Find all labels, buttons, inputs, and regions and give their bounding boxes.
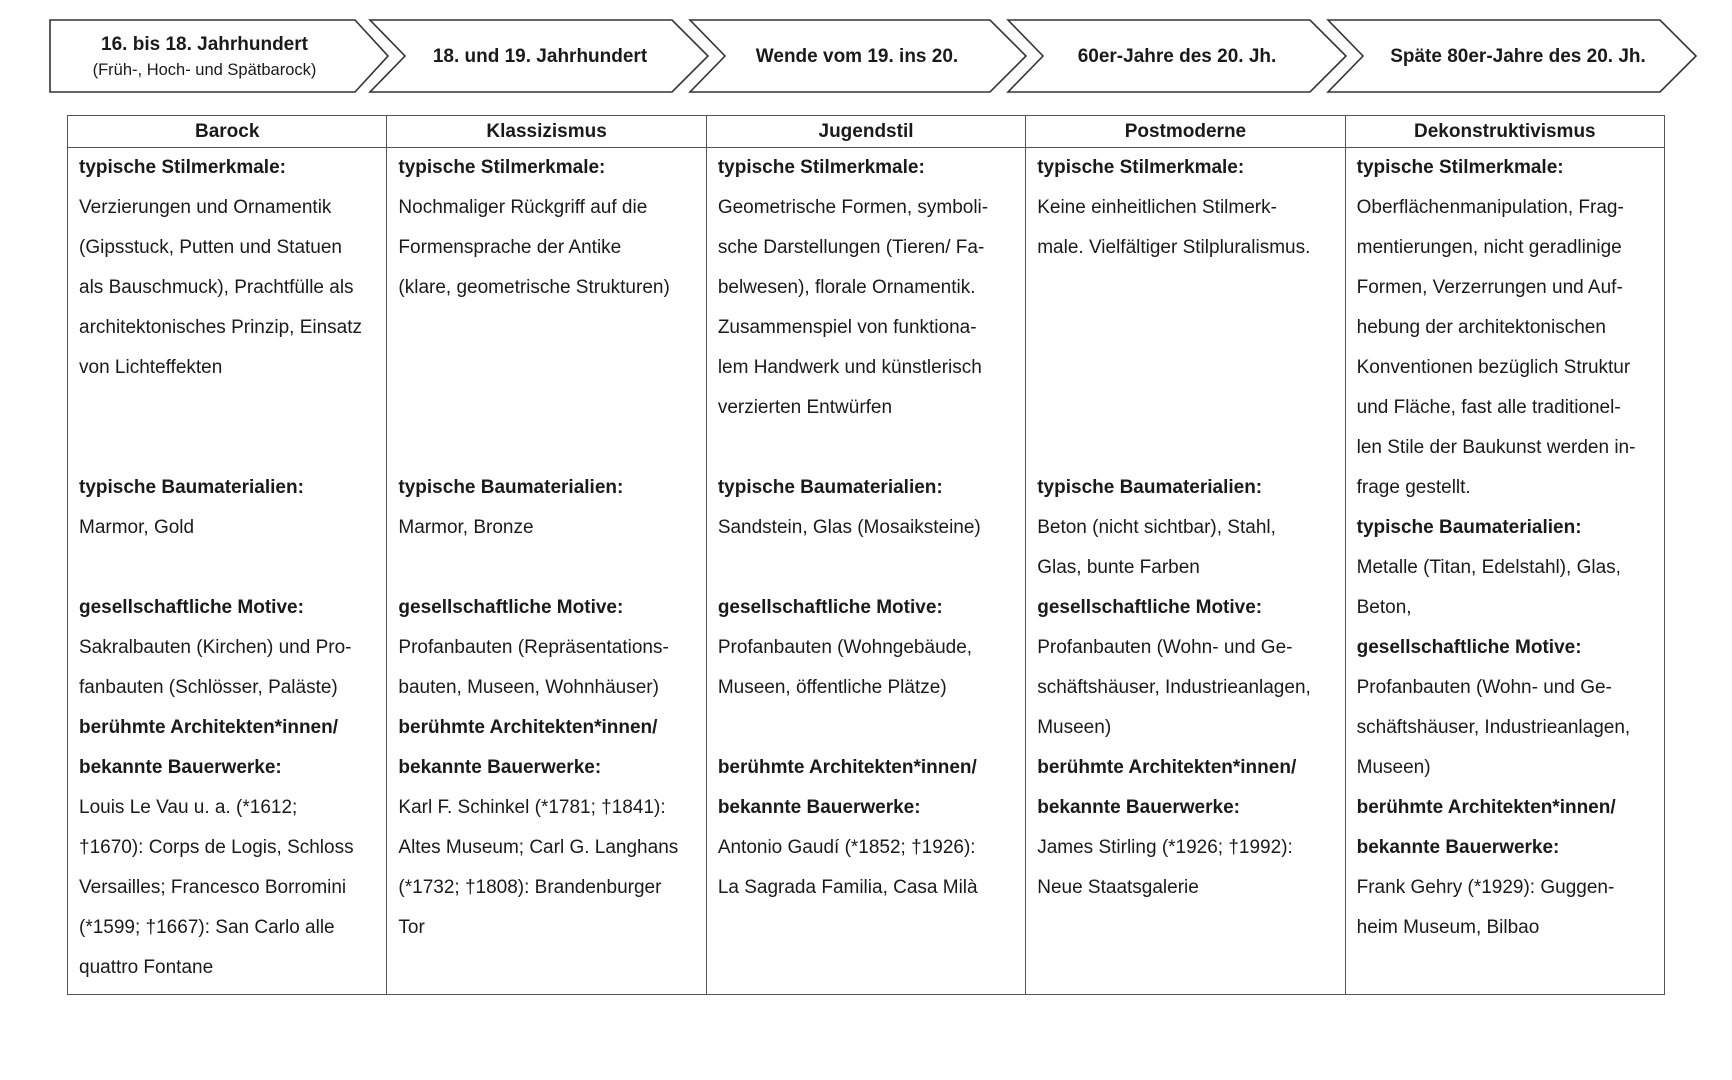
text-line: (klare, geometrische Strukturen) [398,277,670,298]
text-line: Marmor, Bronze [398,517,534,538]
section-label: gesellschaftliche Motive: [79,597,304,618]
section-baumaterialien [398,468,697,548]
text-line: Keine einheitlichen Stilmerk- [1037,197,1277,218]
text-line: Marmor, Gold [79,517,195,538]
section-all [1357,148,1656,948]
text-line: Beton, [1356,597,1412,618]
text-line: La Sagrada Familia, Casa Milà [717,877,978,898]
text-line: Sakralbauten (Kirchen) und Pro- [79,637,352,658]
text-line: len Stile der Baukunst werden in- [1356,437,1636,458]
text-line: bauten, Museen, Wohnhäuser) [398,677,659,698]
text-line: Formen, Verzerrungen und Auf- [1356,277,1623,298]
text-line: Verzierungen und Ornamentik [79,197,332,218]
text-line: (Gipsstuck, Putten und Statuen [79,237,342,258]
text-line: Profanbauten (Repräsentations- [398,637,669,658]
architecture-styles-table [67,115,1665,995]
section-baumaterialien [718,468,1017,548]
timeline-stage-1 [52,20,357,94]
column-jugendstil [706,116,1025,994]
text-line: Museen) [1037,717,1112,738]
text-line: hebung der architektonischen [1356,317,1606,338]
text-line: mentierungen, nicht geradlinige [1356,237,1622,258]
column-header: Barock [68,116,386,148]
text-line: Museen, öffentliche Plätze) [717,677,947,698]
section-stilmerkmale [398,148,697,308]
section-motive [718,588,1017,708]
text-line: verzierten Entwürfen [717,397,893,418]
stage-title: 16. bis 18. Jahrhundert [101,34,308,55]
text-line: sche Darstellungen (Tieren/ Fa- [717,237,985,258]
column-body [1026,148,1344,994]
section-label: gesellschaftliche Motive: [398,597,624,618]
column-postmoderne [1025,116,1344,994]
text-line: architektonisches Prinzip, Einsatz [79,317,363,338]
column-header: Dekonstruktivismus [1346,116,1664,148]
text-line: als Bauschmuck), Prachtfülle als [79,277,354,298]
text-line: Tor [398,917,425,938]
section-baumaterialien [1037,468,1336,908]
text-line: James Stirling (*1926; †1992): [1037,837,1293,858]
text-line: Karl F. Schinkel (*1781; †1841): [398,797,666,818]
text-line: und Fläche, fast alle traditionel- [1356,397,1621,418]
text-line: Altes Museum; Carl G. Langhans [398,837,679,858]
timeline-stage-5 [1358,20,1678,94]
text-line: fanbauten (Schlösser, Paläste) [79,677,338,698]
column-dekonstruktivismus [1345,116,1664,994]
column-klassizismus [386,116,705,994]
text-line: †1670): Corps de Logis, Schloss [79,837,354,858]
section-motive [79,588,378,988]
column-barock [68,116,386,994]
section-baumaterialien [79,468,378,548]
section-label: berühmte Architekten*innen/ bekannte Bauerwerke: [398,717,658,778]
text-line: heim Museum, Bilbao [1356,917,1540,938]
column-body [1346,148,1664,994]
column-body [707,148,1025,994]
section-stilmerkmale [718,148,1017,428]
text-line: Sandstein, Glas (Mosaiksteine) [717,517,981,538]
text-line: Louis Le Vau u. a. (*1612; [79,797,298,818]
text-line: lem Handwerk und künstlerisch [717,357,982,378]
stage-title: 60er-Jahre des 20. Jh. [1077,46,1277,67]
stage-title: 18. und 19. Jahrhundert [432,46,648,67]
text-line: Profanbauten (Wohngebäude, [717,637,973,658]
timeline [0,0,1732,110]
text-line: schäftshäuser, Industrieanlagen, [1356,717,1631,738]
text-line: Profanbauten (Wohn- und Ge- [1037,637,1293,658]
section-label: berühmte Architekten*innen/ bekannte Bauerwerke: [1356,797,1616,858]
timeline-stage-2 [395,20,685,94]
text-line: Beton (nicht sichtbar), Stahl, [1037,517,1276,538]
section-label: typische Stilmerkmale: [1356,157,1564,178]
text-line: (*1732; †1808): Brandenburger [398,877,662,898]
timeline-stage-3 [712,20,1002,94]
section-label: typische Baumaterialien: [1356,517,1582,538]
section-label: typische Baumaterialien: [1037,477,1263,498]
column-header: Postmoderne [1026,116,1344,148]
section-label: typische Baumaterialien: [79,477,304,498]
section-label: berühmte Architekten*innen/ bekannte Bauerwerke: [79,717,339,778]
section-label: berühmte Architekten*innen/ bekannte Bauerwerke: [1037,757,1297,818]
text-line: von Lichteffekten [79,357,223,378]
stage-subtitle: (Früh-, Hoch- und Spätbarock) [92,61,317,79]
text-line: Versailles; Francesco Borromini [79,877,347,898]
section-label: gesellschaftliche Motive: [1356,637,1582,658]
text-line: Metalle (Titan, Edelstahl), Glas, [1356,557,1621,578]
column-body [68,148,386,994]
section-label: typische Stilmerkmale: [79,157,286,178]
text-line: Formensprache der Antike [398,237,622,258]
section-label: typische Stilmerkmale: [1037,157,1245,178]
text-line: Museen) [1356,757,1431,778]
text-line: schäftshäuser, Industrieanlagen, [1037,677,1311,698]
timeline-stage-4 [1032,20,1322,94]
section-label: gesellschaftliche Motive: [717,597,943,618]
text-line: Zusammenspiel von funktiona- [717,317,977,338]
text-line: belwesen), florale Ornamentik. [717,277,976,298]
section-label: typische Baumaterialien: [717,477,943,498]
section-label: gesellschaftliche Motive: [1037,597,1263,618]
text-line: male. Vielfältiger Stilpluralismus. [1037,237,1311,258]
stage-title: Späte 80er-Jahre des 20. Jh. [1390,46,1646,67]
column-body [387,148,705,994]
section-label: berühmte Architekten*innen/ bekannte Bauerwerke: [717,757,977,818]
text-line: Oberflächenmanipulation, Frag- [1356,197,1624,218]
section-label: typische Stilmerkmale: [398,157,606,178]
text-line: (*1599; †1667): San Carlo alle [79,917,335,938]
column-header: Klassizismus [387,116,705,148]
section-motive [398,588,697,948]
section-label: typische Baumaterialien: [398,477,624,498]
column-header: Jugendstil [707,116,1025,148]
text-line: Frank Gehry (*1929): Guggen- [1356,877,1615,898]
text-line: Neue Staatsgalerie [1037,877,1199,898]
text-line: Glas, bunte Farben [1037,557,1200,578]
text-line: quattro Fontane [79,957,214,978]
section-architekten [718,748,1017,908]
text-line: Nochmaliger Rückgriff auf die [398,197,648,218]
section-stilmerkmale [1037,148,1336,268]
text-line: Geometrische Formen, symboli- [717,197,989,218]
text-line: frage gestellt. [1356,477,1471,498]
text-line: Profanbauten (Wohn- und Ge- [1356,677,1612,698]
section-label: typische Stilmerkmale: [717,157,925,178]
text-line: Konventionen bezüglich Struktur [1356,357,1631,378]
text-line: Antonio Gaudí (*1852; †1926): [717,837,976,858]
section-stilmerkmale [79,148,378,388]
stage-title: Wende vom 19. ins 20. [755,46,959,67]
